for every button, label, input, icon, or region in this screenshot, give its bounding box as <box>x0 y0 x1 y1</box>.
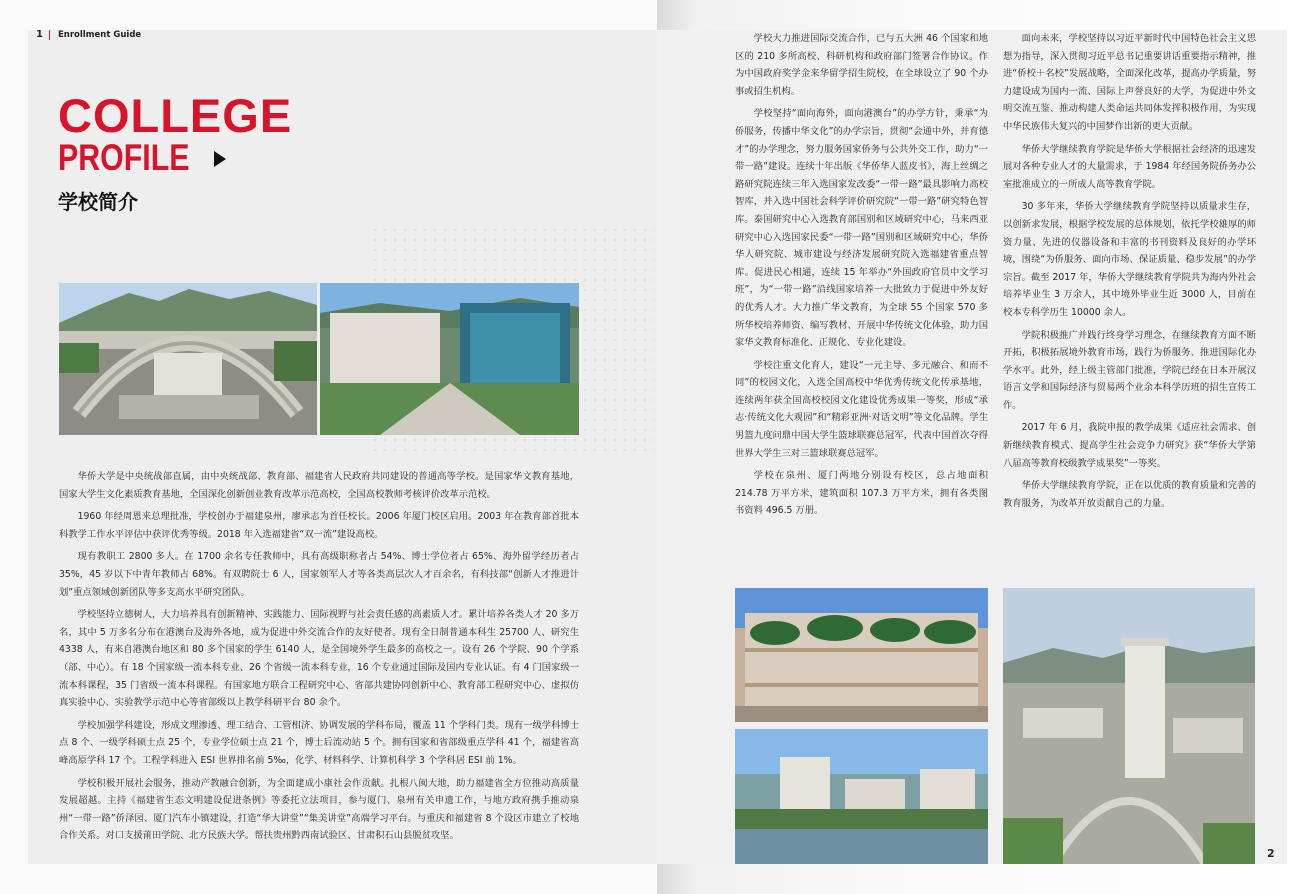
right-text-column <box>1003 30 1256 517</box>
paragraph: 学校注重文化育人，建设“一元主导、多元融合、和而不同”的校园文化，入选全国高校中华优秀传统文化传承基地，连续两年获全国高校校园文化建设优秀成果一等奖，形成“承志·传统文化大观园”和“精彩亚洲·对话文明”等文化品牌。学生男篮九度问鼎中国大学生篮球联赛总冠军，代表中国首次夺得世界大学生三对三篮球联赛总冠军。 <box>735 359 988 459</box>
campus-arch-photo <box>59 283 317 435</box>
paragraph: 华侨大学是中央统战部直属，由中央统战部、教育部、福建省人民政府共同建设的普通高等学校。是国家华文教育基地，国家大学生文化素质教育基地，全国深化创新创业教育改革示范高校，全国高校教师考核评价改革示范校。 <box>59 471 579 500</box>
paragraph: 学校坚持立德树人，大力培养具有创新精神、实践能力、国际视野与社会责任感的高素质人才。累计培养各类人才 20 多万名，其中 5 万多名分布在港澳台及海外各地，成为促进中外交流合作的友好使者。现有全日制普通本科生 25700 人、研究生 4338 人，有来自港澳台地区和 80 多个国家的学生 6140 人，是全国境外学生最多的高校之一。设有 26 个学院、90 个学系（部、中心）。有 18 个国家级一流本科专业、26 个省级一流本科专业，16 个专业通过国际及国内专业认证。有 4 门国家级一流本科课程，35 门省级一流本科课程。有国家地方联合工程研究中心、省部共建协同创新中心、教育部工程研究中心、虚拟仿真实验中心、实验教学示范中心等省部级以上教学科研平台 80 余个。 <box>59 609 579 709</box>
paragraph: 华侨大学继续教育学院是华侨大学根据社会经济的迅速发展对各种专业人才的大量需求，于 1984 年经国务院侨务办公室批准成立的一所成人高等教育学院。 <box>1003 143 1256 190</box>
campus-arch-illustration <box>59 283 317 435</box>
title-college: COLLEGE <box>58 89 293 142</box>
campus-buildings-illustration <box>320 283 579 435</box>
page-number-left: 1 <box>36 29 43 40</box>
paragraph: 面向未来，学校坚持以习近平新时代中国特色社会主义思想为指导，深入贯彻习近平总书记重要讲话重要指示精神，推进“侨校＋名校”发展战略，全面深化改革，提高办学质量，努力建设成为国内一流、国际上声誉良好的大学，为促进中外文明交流互鉴、推动构建人类命运共同体发挥积极作用，为实现中华民族伟大复兴的中国梦作出新的更大贡献。 <box>1003 33 1256 132</box>
play-arrow-icon <box>214 151 226 167</box>
paragraph: 现有教职工 2800 多人。在 1700 余名专任教师中，具有高级职称者占 54%、博士学位者占 65%、海外留学经历者占 35%，45 岁以下中青年教师占 68%。有双聘院士 6 人，国家领军人才等各类高层次人才百余名，有科技部“创新人才推进计划”重点领域创新团队等多支高水平研究团队。 <box>59 551 579 598</box>
paragraph: 30 多年来，华侨大学继续教育学院坚持以质量求生存，以创新求发展，根据学校发展的总体规划，依托学校雄厚的师资力量、先进的仪器设备和丰富的书刊资料及良好的办学环境，围绕“为侨服务、面向市场、保证质量、稳步发展”的办学宗旨。截至 2017 年，华侨大学继续教育学院共为海内外社会培养毕业生 3 万余人，其中境外毕业生近 3000 人，目前在校本专科学历生 10000 余人。 <box>1003 201 1256 318</box>
campus-buildings-photo <box>320 283 579 435</box>
middle-text-column <box>735 30 988 525</box>
campus-tower-photo <box>1003 588 1255 864</box>
paragraph: 学院积极推广并践行终身学习理念，在继续教育方面不断开拓，积极拓展境外教育市场，践行为侨服务、推进国际化办学水平。此外，经上级主管部门批准，学院已经在日本开展汉语言文学和国际经济与贸易两个业余本科学历班的招生宣传工作。 <box>1003 329 1256 411</box>
paragraph: 2017 年 6 月，我院申报的教学成果《适应社会需求、创新继续教育模式、提高学生社会竞争力研究》获“华侨大学第八届高等教育校级教学成果奖”一等奖。 <box>1003 422 1256 469</box>
left-text-column <box>59 468 579 850</box>
riverside-buildings-photo <box>735 729 988 864</box>
palm-building-illustration <box>735 588 988 722</box>
campus-tower-illustration <box>1003 588 1255 864</box>
guide-label: Enrollment Guide <box>57 29 142 40</box>
title-chinese: 学校简介 <box>58 190 138 214</box>
palm-building-photo <box>735 588 988 722</box>
page-number-right: 2 <box>1267 847 1275 860</box>
page-header <box>36 29 141 40</box>
title-profile: PROFILE <box>58 137 190 178</box>
riverside-buildings-illustration <box>735 729 988 864</box>
paragraph: 学校大力推进国际交流合作，已与五大洲 46 个国家和地区的 210 多所高校、科研机构和政府部门签署合作协议。作为中国政府奖学金来华留学招生院校，在全球设立了 90 个办事或招生机构。 <box>735 33 988 97</box>
paragraph: 学校加强学科建设，形成文理渗透、理工结合、工管相济、协调发展的学科布局，覆盖 11 个学科门类。现有一级学科博士点 8 个、一级学科硕士点 25 个，专业学位硕士点 21 个，博士后流动站 5 个。拥有国家和省部级重点学科 41 个，福建省高峰高原学科 17 个。工程学科进入 ESI 世界排名前 5‰，化学、材料科学、计算机科学 3 个学科居 ESI 前 1%。 <box>59 719 579 766</box>
header-divider <box>49 30 50 40</box>
paragraph: 1960 年经周恩来总理批准，学校创办于福建泉州，廖承志为首任校长。2006 年厦门校区启用。2003 年在教育部首批本科教学工作水平评估中获评优秀等级。2018 年入选福建省“双一流”建设高校。 <box>59 511 579 540</box>
paragraph: 学校在泉州、厦门两地分别设有校区，总占地面积 214.78 万平方米，建筑面积 107.3 万平方米，拥有各类图书资料 496.5 万册。 <box>735 470 988 517</box>
paragraph: 学校坚持“面向海外，面向港澳台”的办学方针，秉承“为侨服务，传播中华文化”的办学宗旨，贯彻“会通中外，并育德才”的办学理念，努力服务国家侨务与公共外交工作，助力“一带一路”建设。连续十年出版《华侨华人蓝皮书》，海上丝绸之路研究院连续三年入选国家发改委“一带一路”最具影响力高校智库，并入选中国社会科学评价研究院“一带一路”研究特色智库。泰国研究中心入选教育部国别和区域研究中心，马来西亚研究中心入选国家民委“一带一路”国别和区域研究中心，华侨华人研究院、城市建设与经济发展研究院入选福建省重点智库。促进民心相通，连续 15 年举办“外国政府官员中文学习班”，为“一带一路”沿线国家培养一大批致力于促进中外友好的优秀人才。大力推广华文教育，为全球 55 个国家 570 多所华校培养师资、编写教材、开展中华传统文化体验，助力国家华文教育标准化、正规化、专业化建设。 <box>735 108 988 349</box>
paragraph: 学校积极开展社会服务，推动产教融合创新，为全面建成小康社会作贡献。扎根八闽大地，助力福建省全方位推动高质量发展超越。主持《福建省生态文明建设促进条例》等委托立法项目，参与厦门、泉州有关申遗工作，与地方政府携手推动泉州“一带一路”侨泽园、厦门汽车小镇建设，打造“华大讲堂”“集美讲堂”高端学习平台。与重庆和福建省 8 个设区市建立了校地合作关系。对口支援莆田学院、北方民族大学。帮扶贵州黔西南试验区、甘肃积石山县脱贫攻坚。 <box>59 777 579 842</box>
paragraph: 华侨大学继续教育学院，正在以优质的教育质量和完善的教育服务，为改革开放贡献自己的力量。 <box>1003 480 1256 509</box>
